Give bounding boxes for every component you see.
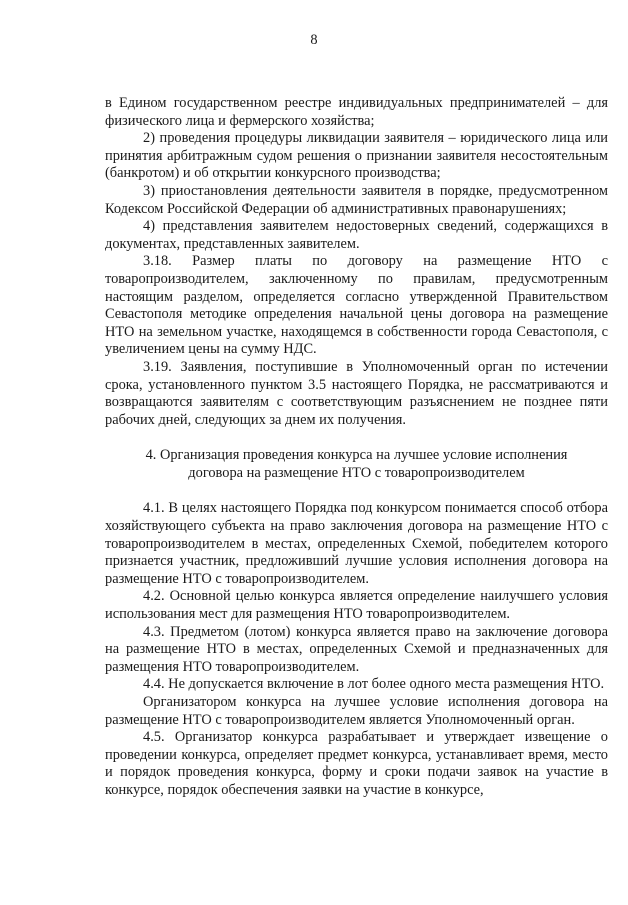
paragraph: 4.4. Не допускается включение в лот более одного места размещения НТО. bbox=[143, 676, 605, 693]
paragraph: 4) представления заявителем недостоверных сведений, содержащихся в документах, представленных заявителем. bbox=[105, 218, 608, 252]
paragraph: 4.1. В целях настоящего Порядка под конкурсом понимается способ отбора хозяйствующего субъекта на право заключения договора на размещение НТО с товаропроизводителем в местах, определенных Схемой, победителем которого признается участник, предложивший лучшие условия исполнения договора на размещение НТО с товаропроизводителем. bbox=[105, 500, 608, 587]
paragraph: 4.5. Организатор конкурса разрабатывает и утверждает извещение о проведении конкурса, определяет предмет конкурса, устанавливает время, место и порядок проведения конкурса, форму и сроки подачи заявок на участие в конкурсе, порядок обеспечения заявки на участие в конкурсе, bbox=[105, 729, 608, 798]
paragraphs-before-heading bbox=[105, 95, 608, 429]
page-number: 8 bbox=[310, 32, 318, 48]
paragraph: Организатором конкурса на лучшее условие исполнения договора на размещение НТО с товаропроизводителем является Уполномоченный орган. bbox=[105, 694, 608, 728]
paragraph: 3.18. Размер платы по договору на размещение НТО с товаропроизводителем, заключенному по правилам, предусмотренным настоящим разделом, определяется согласно утвержденной Правительством Севастополя методике определения начальной цены договора на размещение НТО на земельном участке, находящемся в собственности города Севастополя, с увеличением цены на сумму НДС. bbox=[105, 253, 608, 358]
document-body bbox=[105, 95, 608, 800]
paragraph: 2) проведения процедуры ликвидации заявителя – юридического лица или принятия арбитражным судом решения о признании заявителя несостоятельным (банкротом) и об открытии конкурсного производства; bbox=[105, 130, 608, 182]
section-heading-line-2: договора на размещение НТО с товаропроизводителем bbox=[188, 464, 525, 481]
section-heading-line-1: 4. Организация проведения конкурса на лучшее условие исполнения bbox=[145, 447, 568, 464]
paragraph: 4.3. Предметом (лотом) конкурса является право на заключение договора на размещение НТО в местах, определенных Схемой и предназначенных для размещения НТО товаропроизводителем. bbox=[105, 623, 608, 675]
paragraphs-after-heading bbox=[105, 500, 608, 799]
paragraph: 4.2. Основной целью конкурса является определение наилучшего условия использования мест для размещения НТО товаропроизводителем. bbox=[105, 588, 608, 623]
paragraph: в Едином государственном реестре индивидуальных предпринимателей – для физического лица и фермерского хозяйства; bbox=[105, 95, 608, 129]
section-heading bbox=[105, 447, 608, 482]
paragraph: 3.19. Заявления, поступившие в Уполномоченный орган по истечении срока, установленного пунктом 3.5 настоящего Порядка, не рассматриваются и возвращаются заявителям с соответствующим разъяснением не позднее пяти рабочих дней, следующих за днем их получения. bbox=[105, 358, 608, 428]
paragraph: 3) приостановления деятельности заявителя в порядке, предусмотренном Кодексом Российской Федерации об административных правонарушениях; bbox=[105, 182, 608, 217]
